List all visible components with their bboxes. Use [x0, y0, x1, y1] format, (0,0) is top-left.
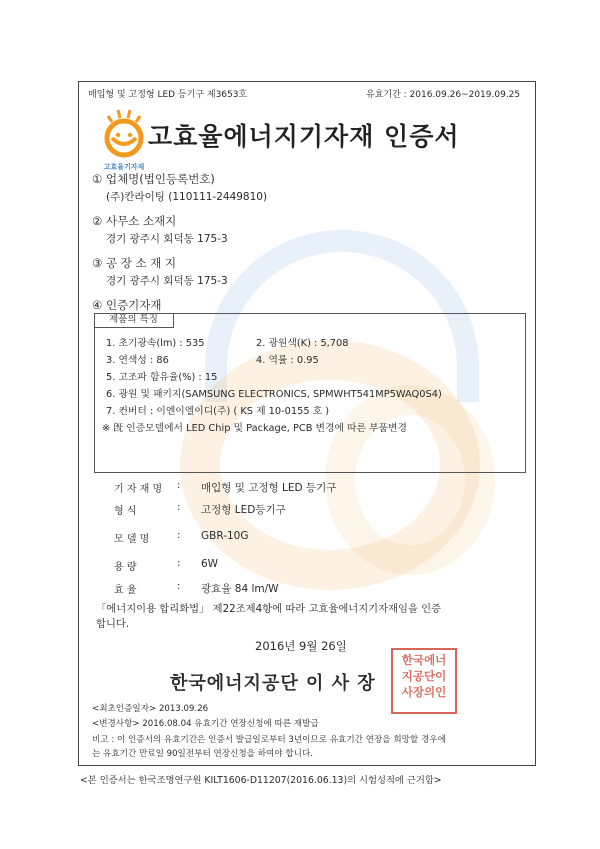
remark: 비고 : 이 인증서의 유효기간은 인증서 발급일로부터 3년이므로 유효기간 연장을 희망할 경우에	[92, 735, 446, 745]
spec-value: 광효율 84 lm/W	[201, 583, 279, 595]
issue-date: 2016년 9월 26일	[255, 639, 347, 653]
spec-label: 모 델 명	[114, 534, 150, 545]
logo	[94, 104, 154, 172]
spec-value: 6W	[201, 558, 219, 570]
feature-item: 4. 역률 : 0.95	[256, 355, 319, 366]
feature-item: 2. 광원색(K) : 5,708	[256, 338, 349, 349]
product-number: 매입형 및 고정형 LED 등기구 제3653호	[88, 90, 248, 100]
feature-item: 7. 컨버터 : 이엔이엘이디(주) ( KS 제 10-0155 호 )	[106, 406, 330, 417]
validity-period: 유효기간 : 2016.09.26~2019.09.25	[366, 90, 521, 100]
spec-value: GBR-10G	[201, 530, 249, 542]
feature-note: ※ 旣 인증모델에서 LED Chip 및 Package, PCB 변경에 따른 부품변경	[102, 423, 407, 434]
certification-statement-cont: 합니다.	[96, 618, 130, 630]
spec-label: 형 식	[114, 506, 137, 517]
feature-item: 6. 광원 및 패키지(SAMSUNG ELECTRONICS, SPMWHT541MP5WAQ0S4)	[106, 389, 442, 400]
feature-item: 5. 고조파 함유율(%) : 15	[106, 372, 218, 383]
spec-label: 기 자 재 명	[114, 484, 163, 495]
footer-note: <본 인증서는 한국조명연구원 KILT1606-D11207(2016.06.13)의 시험성적에 근거함>	[80, 775, 442, 786]
spec-value: 고정형 LED등기구	[201, 504, 286, 516]
spec-value: 매입형 및 고정형 LED 등기구	[201, 482, 337, 494]
factory-heading: ③ 공 장 소 재 지	[92, 256, 177, 270]
equipment-heading: ④ 인증기자재	[92, 298, 162, 312]
features-heading: 제품의 특징	[94, 313, 174, 328]
factory-value: 경기 광주시 회덕동 175-3	[106, 275, 228, 287]
remark-cont: 는 유효기간 만료일 90일전부터 연장신청을 하여야 합니다.	[92, 749, 313, 759]
office-heading: ② 사무소 소재지	[92, 214, 177, 228]
feature-item: 1. 초기광속(lm) : 535	[106, 338, 205, 349]
spec-label: 효 율	[114, 585, 137, 596]
company-value: (주)칸라이팅 (110111-2449810)	[106, 191, 268, 203]
spec-label: 용 량	[114, 562, 137, 573]
office-value: 경기 광주시 회덕동 175-3	[106, 233, 228, 245]
first-cert-date: <최초인증일자> 2013.09.26	[92, 704, 209, 714]
official-seal: 한국에너 지공단이 사장의인	[391, 648, 457, 714]
logo-caption: 고효율기자재	[103, 163, 145, 171]
efficiency-logo-icon	[94, 104, 154, 160]
feature-item: 3. 연색성 : 86	[106, 355, 169, 366]
certificate-title: 고효율에너지기자재 인증서	[148, 122, 460, 151]
company-heading: ① 업체명(법인등록번호)	[92, 172, 215, 186]
certification-statement: 「에너지이용 합리화법」 제22조제4항에 따라 고효율에너지기자재임을 인증	[96, 603, 442, 615]
issuer-name: 한국에너지공단 이 사 장	[170, 673, 376, 694]
change-history: <변경사항> 2016.08.04 유효기간 연장신청에 따른 재발급	[92, 719, 319, 729]
